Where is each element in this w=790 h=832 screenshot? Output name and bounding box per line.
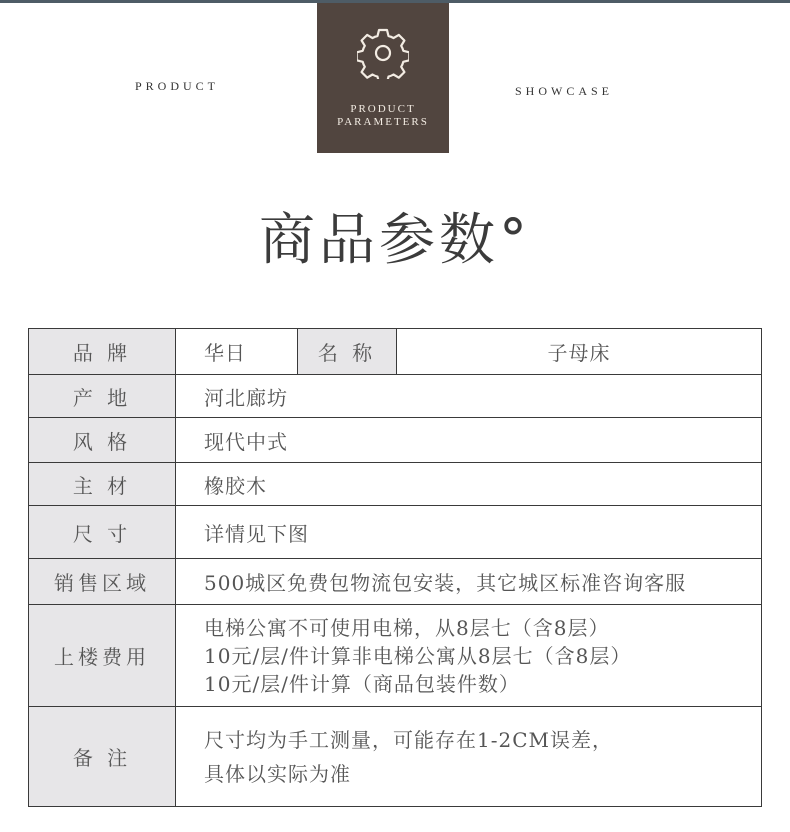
table-row (29, 506, 762, 559)
name-value: 子母床 (397, 329, 762, 375)
note-value (176, 707, 762, 807)
table-row (29, 707, 762, 807)
note-line: 尺寸均为手工测量，可能存在1-2CM误差， (204, 727, 613, 752)
product-parameters-badge (317, 3, 449, 153)
note-line: 具体以实际为准 (204, 761, 351, 786)
upstairs-fee-line: 10元/层/件计算（商品包装件数） (204, 671, 520, 696)
table-row (29, 559, 762, 605)
showcase-word: SHOWCASE (515, 84, 614, 98)
table-row (29, 605, 762, 707)
upstairs-fee-value (176, 605, 762, 707)
style-value: 现代中式 (176, 418, 762, 463)
page-title: 商品参数° (259, 208, 531, 273)
size-value: 详情见下图 (176, 506, 762, 559)
product-word: PRODUCT (135, 79, 220, 93)
gear-icon (357, 27, 409, 79)
upstairs-fee-line: 电梯公寓不可使用电梯，从8层七（含8层） (204, 615, 610, 640)
note-label: 备 注 (29, 707, 176, 807)
material-label: 主 材 (29, 463, 176, 506)
sales-region-label: 销售区域 (29, 559, 176, 605)
origin-label: 产 地 (29, 375, 176, 418)
table-row (29, 418, 762, 463)
style-label: 风 格 (29, 418, 176, 463)
brand-value: 华日 (176, 329, 298, 375)
brand-label: 品 牌 (29, 329, 176, 375)
parameters-table (28, 328, 762, 807)
upstairs-fee-line: 10元/层/件计算非电梯公寓从8层七（含8层） (204, 643, 632, 668)
upstairs-fee-label: 上楼费用 (29, 605, 176, 707)
origin-value: 河北廊坊 (176, 375, 762, 418)
badge-line-product: PRODUCT (350, 103, 416, 115)
sales-region-value: 500城区免费包物流包安装，其它城区标准咨询客服 (176, 559, 762, 605)
name-label: 名 称 (298, 329, 397, 375)
material-value: 橡胶木 (176, 463, 762, 506)
table-row (29, 463, 762, 506)
size-label: 尺 寸 (29, 506, 176, 559)
table-row (29, 329, 762, 375)
badge-line-parameters: PARAMETERS (337, 116, 429, 128)
table-row (29, 375, 762, 418)
